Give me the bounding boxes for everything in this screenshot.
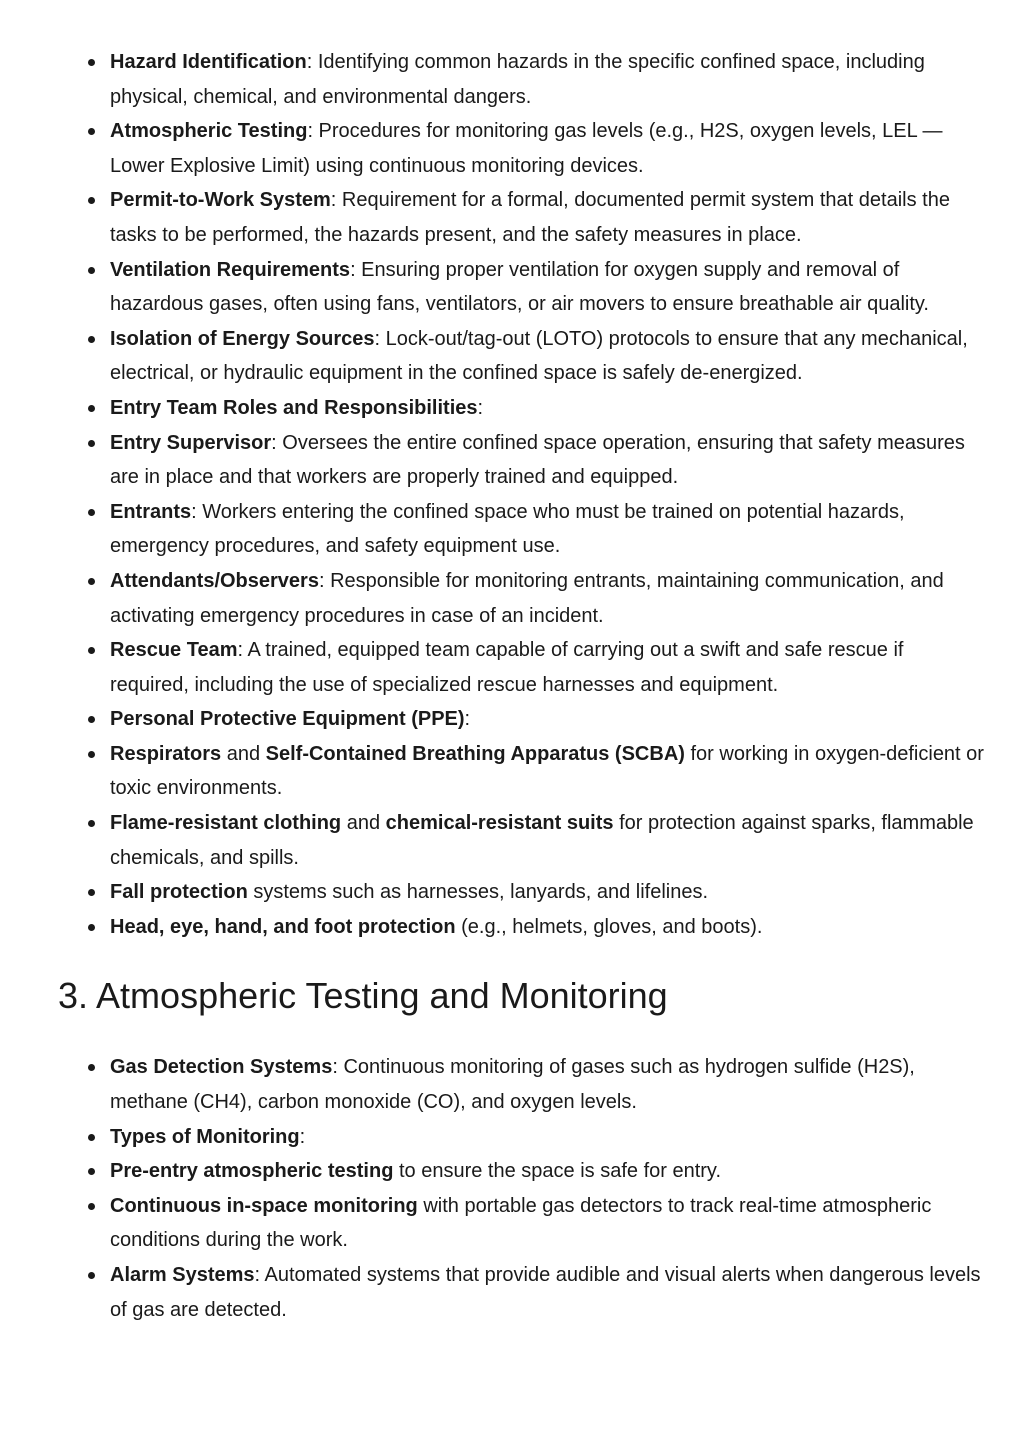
- bold-term: Respirators: [110, 742, 222, 765]
- list-item: [110, 1050, 984, 1119]
- list-item: [110, 114, 984, 183]
- list-item: [110, 910, 984, 945]
- item-text: and: [341, 812, 386, 835]
- list-item: [110, 322, 984, 391]
- bold-term: Personal Protective Equipment (PPE): [110, 708, 465, 731]
- item-text: : Ensuring proper ventilation for oxygen supply and removal of hazardous gases, often using fans, ventilators, or air movers to ensure breathable air quality.: [110, 258, 929, 316]
- item-text: to ensure the space is safe for entry.: [393, 1160, 721, 1183]
- bold-term: Permit-to-Work System: [110, 189, 331, 212]
- item-text: (e.g., helmets, gloves, and boots).: [455, 915, 763, 938]
- atmospheric-monitoring-list: [58, 1050, 984, 1327]
- bold-term: Isolation of Energy Sources: [110, 327, 375, 350]
- list-item: [110, 1120, 984, 1155]
- list-item: [110, 633, 984, 702]
- list-item: [110, 875, 984, 910]
- item-text: for working in oxygen-deficient or toxic environments.: [110, 742, 984, 800]
- list-item: [110, 737, 984, 806]
- bold-term: Rescue Team: [110, 639, 238, 662]
- bold-term: Entry Team Roles and Responsibilities: [110, 396, 478, 419]
- bold-term: Self-Contained Breathing Apparatus (SCBA): [265, 742, 685, 765]
- item-text: : Oversees the entire confined space operation, ensuring that safety measures are in place and that workers are properly trained and equipped.: [110, 431, 965, 489]
- item-text: systems such as harnesses, lanyards, and lifelines.: [247, 881, 709, 904]
- item-text: : A trained, equipped team capable of carrying out a swift and safe rescue if required, including the use of specialized rescue harnesses and equipment.: [110, 639, 904, 696]
- list-item: [110, 564, 984, 633]
- item-text: :: [464, 708, 471, 731]
- item-text: : Lock-out/tag-out (LOTO) protocols to ensure that any mechanical, electrical, or hydraulic equipment in the confined space is safely de-energized.: [110, 327, 968, 385]
- item-text: : Responsible for monitoring entrants, maintaining communication, and activating emergency procedures in case of an incident.: [110, 569, 944, 627]
- list-item: [110, 1189, 984, 1258]
- item-text: : Workers entering the confined space who must be trained on potential hazards, emergency procedures, and safety equipment use.: [110, 500, 905, 558]
- list-item: [110, 495, 984, 564]
- bold-term: Entrants: [110, 500, 192, 523]
- list-item: [110, 1258, 984, 1327]
- item-text: for protection against sparks, flammable chemicals, and spills.: [110, 812, 974, 869]
- list-item: [110, 391, 984, 426]
- bold-term: Ventilation Requirements: [110, 258, 351, 281]
- list-item: [110, 183, 984, 252]
- bold-term: Atmospheric Testing: [110, 120, 308, 143]
- section-heading: 3. Atmospheric Testing and Monitoring: [58, 975, 668, 1017]
- bold-term: Attendants/Observers: [110, 569, 319, 592]
- bold-term: Flame-resistant clothing: [110, 812, 342, 835]
- bold-term: chemical-resistant suits: [385, 812, 614, 835]
- list-item: [110, 702, 984, 737]
- bold-term: Fall protection: [110, 881, 248, 904]
- list-item: [110, 253, 984, 322]
- safety-elements-list: [58, 45, 984, 944]
- bold-term: Types of Monitoring: [110, 1125, 300, 1148]
- item-text: : Requirement for a formal, documented permit system that details the tasks to be performed, the hazards present, and the safety measures in place.: [110, 189, 950, 246]
- item-text: : Continuous monitoring of gases such as hydrogen sulfide (H2S), methane (CH4), carbon monoxide (CO), and oxygen levels.: [110, 1056, 915, 1114]
- item-text: and: [221, 742, 266, 765]
- item-text: : Identifying common hazards in the specific confined space, including physical, chemical, and environmental dangers.: [110, 51, 925, 108]
- list-item: [110, 1154, 984, 1189]
- bold-term: Continuous in-space monitoring: [110, 1194, 418, 1217]
- list-item: [110, 426, 984, 495]
- item-text: : Automated systems that provide audible and visual alerts when dangerous levels of gas are detected.: [110, 1264, 981, 1321]
- item-text: :: [299, 1125, 306, 1148]
- list-item: [110, 45, 984, 114]
- bold-term: Head, eye, hand, and foot protection: [110, 915, 456, 938]
- item-text: with portable gas detectors to track real-time atmospheric conditions during the work.: [110, 1194, 932, 1252]
- item-text: : Procedures for monitoring gas levels (e.g., H2S, oxygen levels, LEL — Lower Explosive Limit) using continuous monitoring devices.: [110, 120, 943, 177]
- bold-term: Pre-entry atmospheric testing: [110, 1160, 394, 1183]
- bold-term: Alarm Systems: [110, 1264, 255, 1286]
- bold-term: Gas Detection Systems: [110, 1056, 333, 1079]
- bold-term: Hazard Identification: [110, 51, 307, 73]
- item-text: :: [477, 396, 484, 419]
- bold-term: Entry Supervisor: [110, 431, 272, 454]
- list-item: [110, 806, 984, 875]
